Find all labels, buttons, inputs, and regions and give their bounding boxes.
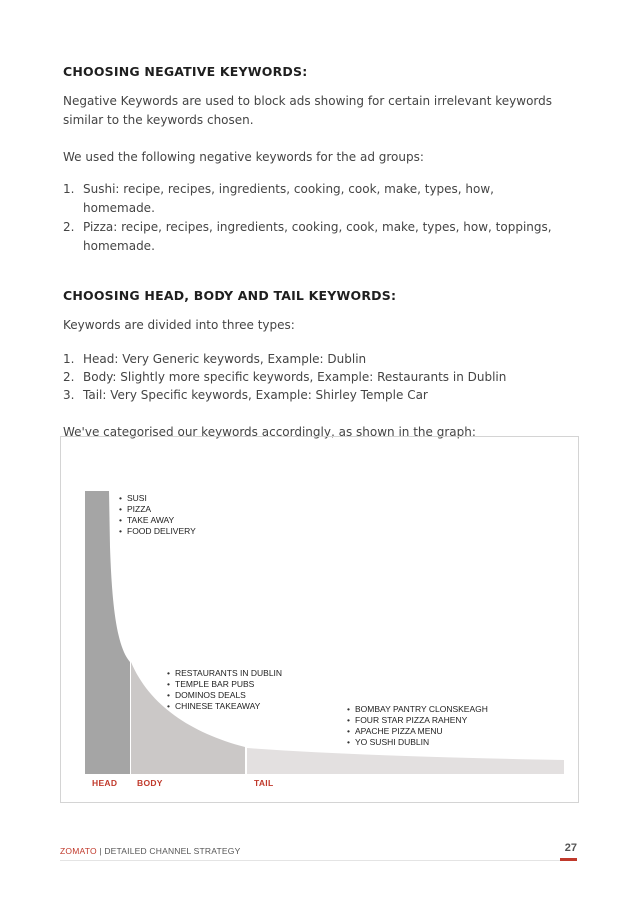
page-number-accent (560, 858, 577, 861)
list-item: • CHINESE TAKEAWAY (167, 701, 282, 712)
tail-label: TAIL (254, 778, 274, 788)
list-item: • FOUR STAR PIZZA RAHENY (347, 715, 488, 726)
tail-segment (247, 748, 564, 774)
graph-lead-text: We've categorised our keywords accordingly, as shown in the graph: (63, 425, 476, 439)
list-item: • APACHE PIZZA MENU (347, 726, 488, 737)
head-label: HEAD (92, 778, 118, 788)
negative-keywords-list (63, 180, 563, 256)
list-item-text: Body: Slightly more specific keywords, Example: Restaurants in Dublin (83, 370, 507, 384)
list-item-text: Sushi: recipe, recipes, ingredients, cooking, cook, make, types, how, homemade. (83, 182, 494, 215)
list-item: • TAKE AWAY (119, 515, 196, 526)
list-item: 1. Head: Very Generic keywords, Example: Dublin (63, 352, 367, 366)
list-item-text: Tail: Very Specific keywords, Example: Shirley Temple Car (83, 388, 428, 402)
body-label: BODY (137, 778, 163, 788)
list-item: • RESTAURANTS IN DUBLIN (167, 668, 282, 679)
list-item: • TEMPLE BAR PUBS (167, 679, 282, 690)
head-keywords-list (119, 493, 196, 537)
list-item: 3. Tail: Very Specific keywords, Example: Shirley Temple Car (63, 388, 428, 402)
body-keywords-list (167, 668, 282, 712)
negative-keywords-lead: We used the following negative keywords for the ad groups: (63, 150, 424, 164)
long-tail-chart-svg (61, 437, 578, 802)
list-item: 2. Body: Slightly more specific keywords, Example: Restaurants in Dublin (63, 370, 507, 384)
list-item-text: Pizza: recipe, recipes, ingredients, cooking, cook, make, types, how, toppings, homemade. (83, 220, 552, 253)
list-item: 1. Sushi: recipe, recipes, ingredients, cooking, cook, make, types, how, homemade. (63, 182, 494, 215)
negative-keywords-intro: Negative Keywords are used to block ads showing for certain irrelevant keywords similar to the keywords chosen. (63, 94, 553, 127)
head-body-tail-intro: Keywords are divided into three types: (63, 318, 295, 332)
head-body-tail-heading: CHOOSING HEAD, BODY AND TAIL KEYWORDS: (63, 288, 397, 303)
tail-keywords-list (347, 704, 488, 748)
footer-brand: ZOMATO (60, 846, 97, 856)
list-item: • YO SUSHI DUBLIN (347, 737, 488, 748)
list-item-text: Head: Very Generic keywords, Example: Dublin (83, 352, 367, 366)
negative-keywords-heading: CHOOSING NEGATIVE KEYWORDS: (63, 64, 308, 79)
keyword-types-list (63, 350, 563, 404)
footer-title: DETAILED CHANNEL STRATEGY (104, 846, 241, 856)
long-tail-chart (60, 436, 579, 803)
list-item: 2. Pizza: recipe, recipes, ingredients, cooking, cook, make, types, how, toppings, homemade. (63, 220, 552, 253)
list-item: • BOMBAY PANTRY CLONSKEAGH (347, 704, 488, 715)
list-item: • DOMINOS DEALS (167, 690, 282, 701)
page-footer (60, 846, 240, 856)
footer-separator: | (96, 846, 105, 856)
list-item: • SUSI (119, 493, 196, 504)
list-item: • PIZZA (119, 504, 196, 515)
page-number: 27 (564, 842, 577, 854)
footer-divider (60, 860, 577, 861)
list-item: • FOOD DELIVERY (119, 526, 196, 537)
